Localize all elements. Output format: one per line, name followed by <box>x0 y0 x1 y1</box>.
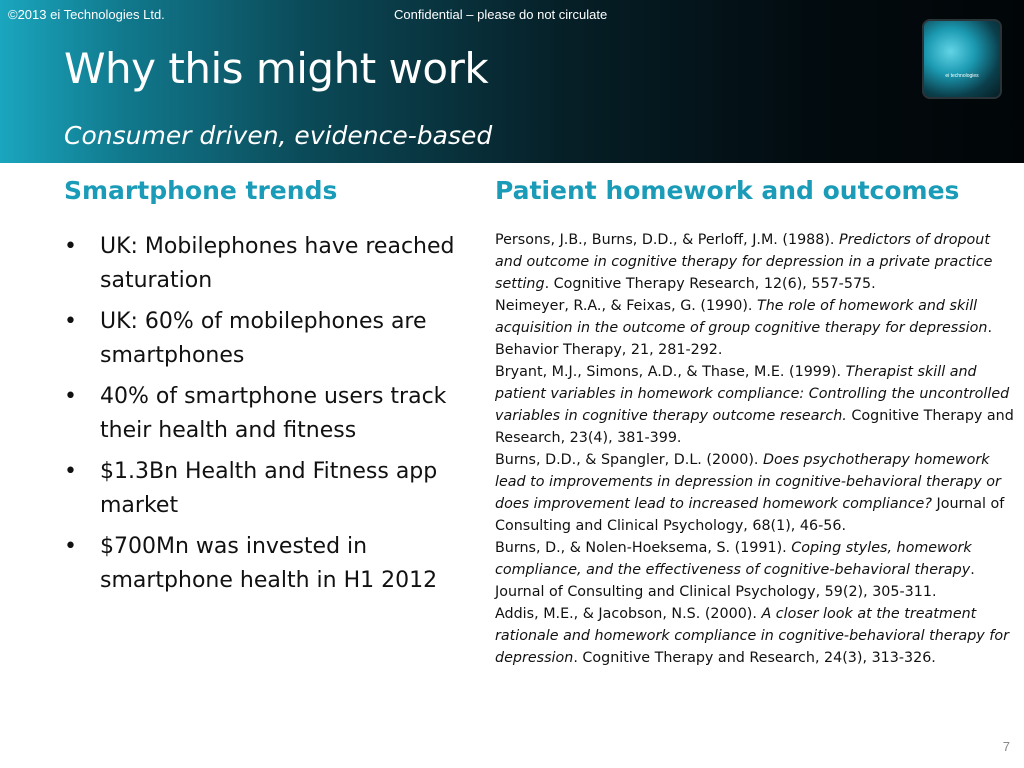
reference-source: . Cognitive Therapy and Research, 24(3), 313-326. <box>573 650 936 666</box>
reference-title: Therapist skill and patient variables in homework compliance: Controlling the uncontrolled variables in cognitive therapy outcome research. <box>495 364 1010 424</box>
reference-source: . Behavior Therapy, 21, 281-292. <box>495 320 992 358</box>
smartphone-trends-heading: Smartphone trends <box>64 176 338 205</box>
reference-source: Journal of Consulting and Clinical Psychology, 68(1), 46-56. <box>495 496 1005 534</box>
bullet-text: 40% of smartphone users track their health and fitness <box>100 384 447 443</box>
reference-authors: Bryant, M.J., Simons, A.D., & Thase, M.E. (1999). <box>495 364 846 380</box>
bullet-text: $1.3Bn Health and Fitness app market <box>100 459 438 518</box>
bullet-icon: • <box>64 234 77 259</box>
slide-header <box>0 0 1024 163</box>
patient-homework-heading: Patient homework and outcomes <box>495 176 960 205</box>
reference-item <box>495 537 1015 603</box>
reference-title: A closer look at the treatment rationale and homework compliance in cognitive-behavioral therapy for depression <box>495 606 1009 666</box>
page-number: 7 <box>1002 739 1010 754</box>
reference-item <box>495 603 1015 669</box>
bullet-item <box>64 230 464 298</box>
reference-title: Does psychotherapy homework lead to improvements in depression in cognitive-behavioral therapy or does improvement lead to increased homework compliance? <box>495 452 1001 512</box>
reference-title: Coping styles, homework compliance, and the effectiveness of cognitive-behavioral therapy <box>495 540 972 578</box>
reference-authors: Burns, D.D., & Spangler, D.L. (2000). <box>495 452 764 468</box>
bullet-icon: • <box>64 309 77 334</box>
reference-item <box>495 449 1015 537</box>
copyright-notice: ©2013 ei Technologies Ltd. <box>8 7 165 22</box>
reference-authors: Neimeyer, R.A., & Feixas, G. (1990). <box>495 298 757 314</box>
reference-item <box>495 295 1015 361</box>
reference-item <box>495 361 1015 449</box>
reference-title: Predictors of dropout and outcome in cognitive therapy for depression in a private practice setting <box>495 232 993 292</box>
slide-subtitle: Consumer driven, evidence-based <box>64 121 493 150</box>
smartphone-trends-list <box>64 230 464 605</box>
bullet-text: $700Mn was invested in smartphone health in H1 2012 <box>100 534 438 593</box>
reference-source: Cognitive Therapy and Research, 23(4), 381-399. <box>495 408 1014 446</box>
bullet-icon: • <box>64 459 77 484</box>
reference-source: . Journal of Consulting and Clinical Psychology, 59(2), 305-311. <box>495 562 975 600</box>
reference-authors: Burns, D., & Nolen-Hoeksema, S. (1991). <box>495 540 792 556</box>
reference-source: . Cognitive Therapy Research, 12(6), 557-575. <box>544 276 876 292</box>
slide-title: Why this might work <box>64 44 489 93</box>
bullet-icon: • <box>64 384 77 409</box>
company-logo <box>922 19 1002 99</box>
bullet-item <box>64 455 464 523</box>
bullet-item <box>64 380 464 448</box>
bullet-item <box>64 305 464 373</box>
logo-text: ei technologies <box>945 73 979 79</box>
reference-list <box>495 229 1015 669</box>
bullet-text: UK: Mobilephones have reached saturation <box>100 234 455 293</box>
bullet-icon: • <box>64 534 77 559</box>
reference-item <box>495 229 1015 295</box>
bullet-item <box>64 530 464 598</box>
reference-authors: Addis, M.E., & Jacobson, N.S. (2000). <box>495 606 762 622</box>
confidential-notice: Confidential – please do not circulate <box>394 7 608 22</box>
reference-title: The role of homework and skill acquisition in the outcome of group cognitive therapy for depression <box>495 298 988 336</box>
reference-authors: Persons, J.B., Burns, D.D., & Perloff, J.M. (1988). <box>495 232 840 248</box>
bullet-text: UK: 60% of mobilephones are smartphones <box>100 309 427 368</box>
